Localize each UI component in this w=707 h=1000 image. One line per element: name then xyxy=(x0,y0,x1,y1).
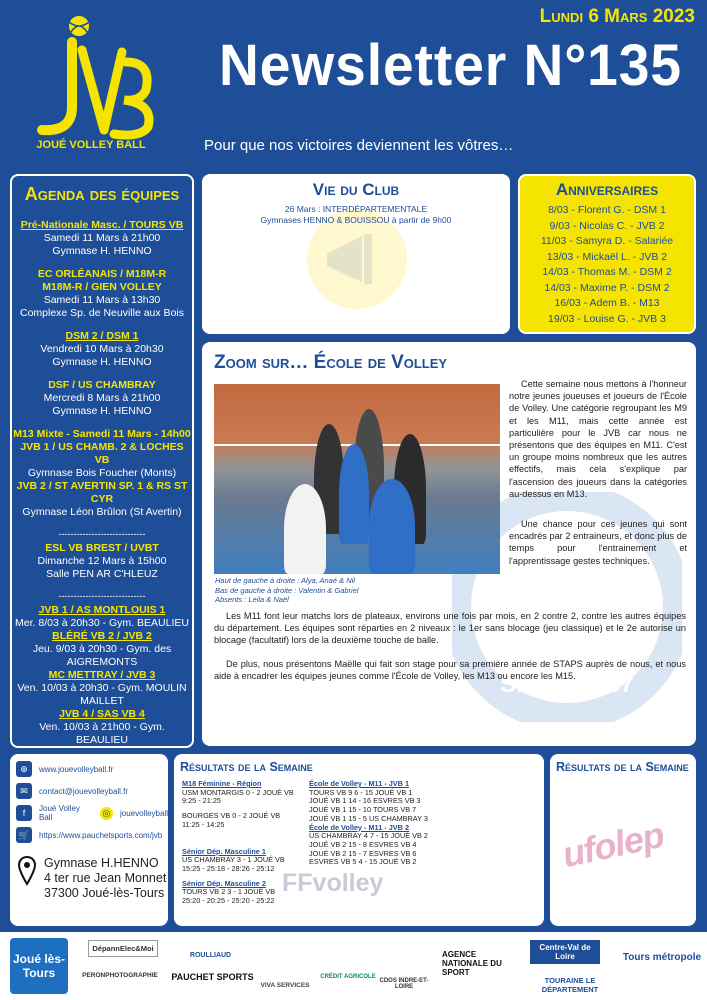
agenda-title: Agenda des équipes xyxy=(24,184,180,204)
email-text: contact@jouevolleyball.fr xyxy=(39,786,129,796)
result-line: US CHAMBRAY 3 - 1 JOUÉ VB xyxy=(182,855,285,865)
birthday-item: 11/03 - Samyra D. - Salariée xyxy=(540,235,674,247)
agenda-panel xyxy=(10,174,194,748)
sponsor-logo: AGENCE NATIONALE DU SPORT xyxy=(442,950,502,977)
agenda-teams: JVB 1 / US CHAMB. 2 & LOCHES VB xyxy=(20,441,184,466)
result-line: JOUÉ VB 1 15 - 10 TOURS VB 7 xyxy=(309,805,417,815)
facebook-icon: f xyxy=(16,805,32,821)
paragraph: Une chance pour ces jeunes qui sont encadrés par 2 entraineurs, et donc plus de temps pour l'entrainement et l'apprentissage gestes techniques. xyxy=(509,519,687,566)
caption-line: Bas de gauche à droite : Valentin & Gabriel xyxy=(215,585,359,595)
anniversaires-panel xyxy=(518,174,696,334)
tagline: Pour que nos victoires deviennent les vôtres… xyxy=(204,137,514,154)
zoom-panel xyxy=(202,342,696,746)
zoom-body-text xyxy=(214,610,686,693)
birthday-item: 13/03 - Mickaël L. - JVB 2 xyxy=(546,250,668,263)
agenda-datetime: Samedi 11 Mars à 21h00 xyxy=(43,232,161,244)
agenda-event xyxy=(12,542,192,581)
address-line: 4 ter rue Jean Monnet xyxy=(44,871,167,885)
issue-date: Lundi 6 Mars 2023 xyxy=(539,6,695,27)
newsletter-title: Newsletter N°135 xyxy=(219,33,682,98)
result-line: 15:25 - 25:18 - 28:26 - 25:12 xyxy=(182,863,275,873)
address-line: 37300 Joué-lès-Tours xyxy=(44,886,165,900)
instagram-text: jouevolleyball xyxy=(119,808,168,818)
club-name: JOUÉ VOLLEY BALL xyxy=(36,139,146,151)
agenda-teams: JVB 4 / SAS VB 4 xyxy=(59,708,145,720)
paragraph: Cette semaine nous mettons à l'honneur notre jeunes joueuses et joueurs de l'École de Volley. Une catégorie regroupant les M9 et les M11, mais cette année est particulière pour le JVB car nous ne présentons que des équipes en M11. C'est un groupe moins nombreux que les autres effectifs, mais cela s'explique par l'ascension des joueurs dans la catégories au-dessus en M13. xyxy=(509,379,687,499)
result-line: BOURGES VB 0 - 2 JOUÉ VB xyxy=(182,811,281,821)
birthday-item: 14/03 - Thomas M. - DSM 2 xyxy=(542,266,672,278)
caption-line: Haut de gauche à droite : Alya, Anaé & Nil xyxy=(215,576,355,585)
divider: ----------------------------- xyxy=(58,591,146,601)
agenda-venue: Gymnase H. HENNO xyxy=(52,245,152,257)
agenda-venue: Gymnase H. HENNO xyxy=(52,405,152,417)
agenda-event xyxy=(12,330,192,369)
birthday-item: 9/03 - Nicolas C. - JVB 2 xyxy=(549,219,665,232)
resultats-title: Résultats de la Semaine xyxy=(556,760,689,774)
sponsor-logo: ROULLIAUD xyxy=(189,952,232,959)
agenda-datetime: Samedi 11 Mars à 13h30 xyxy=(43,294,161,306)
paragraph: De plus, nous présentons Maëlle qui fait son stage pour sa première année de STAPS auprès de nous, et nous aide à encadrer les équipes jeunes comme l'École de Volley, les M13 ou encore les M15. xyxy=(214,658,686,681)
results-column xyxy=(309,780,444,867)
team-photo xyxy=(214,384,500,574)
agenda-event xyxy=(12,219,192,258)
caption-line: Absents : Leila & Naël xyxy=(215,595,289,604)
agenda-teams: DSM 2 / DSM 1 xyxy=(65,330,139,342)
agenda-teams: DSF / US CHAMBRAY xyxy=(48,379,156,391)
agenda-venue: Complexe Sp. de Neuville aux Bois xyxy=(19,307,184,319)
sponsors-bar xyxy=(0,932,707,1000)
sponsor-logo: CDOS INDRE-ET-LOIRE xyxy=(379,978,429,990)
ffvolley-logo: FFvolley xyxy=(282,869,384,897)
resultats-title: Résultats de la Semaine xyxy=(180,760,313,774)
agenda-teams: M13 Mixte - Samedi 11 Mars - 14h00 xyxy=(13,428,191,440)
mail-icon: ✉ xyxy=(16,783,32,799)
result-line: JOUÉ VB 2 15 - 8 ESVRES VB 4 xyxy=(309,839,417,849)
anniversaires-title: Anniversaires xyxy=(555,180,659,199)
resultats-panel xyxy=(174,754,544,926)
agenda-datetime: Vendredi 10 Mars à 20h30 xyxy=(40,343,164,355)
result-line: JOUÉ VB 1 14 - 16 ESVRES VB 3 xyxy=(309,796,421,806)
agenda-datetime: Ven. 10/03 à 20h30 - Gym. MOULIN MAILLET xyxy=(17,682,187,707)
birthday-item: 14/03 - Maxime P. - DSM 2 xyxy=(544,281,670,294)
agenda-datetime: Mercredi 8 Mars à 21h00 xyxy=(43,392,161,404)
resultats-panel-2 xyxy=(550,754,696,926)
shop-link[interactable] xyxy=(16,826,168,844)
sponsor-logo: PAUCHET SPORTS xyxy=(171,972,254,982)
results-heading: M18 Féminine - Région xyxy=(182,779,262,788)
agenda-venue: Gymnase Bois Foucher (Monts) xyxy=(27,467,177,479)
agenda-teams: M18M-R / GIEN VOLLEY xyxy=(42,281,162,293)
results-column xyxy=(182,780,307,906)
result-line: 11:25 - 14:25 xyxy=(182,819,225,829)
watermark-text: SINCE 1987 xyxy=(500,671,634,698)
sponsor-logo: CRÉDIT AGRICOLE xyxy=(320,974,376,980)
sponsor-logo: PERONPHOTOGRAPHIE xyxy=(82,972,158,979)
birthday-item: 8/03 - Florent G. - DSM 1 xyxy=(548,204,666,216)
location-pin-icon xyxy=(18,856,36,886)
agenda-venue: Gymnase H. HENNO xyxy=(52,356,152,368)
contact-panel xyxy=(10,754,168,926)
result-line: TOURS VB 9 6 - 15 JOUÉ VB 1 xyxy=(309,787,413,797)
result-line: USM MONTARGIS 0 - 2 JOUÉ VB xyxy=(182,787,294,797)
agenda-teams: JVB 1 / AS MONTLOUIS 1 xyxy=(38,604,166,616)
website-link[interactable] xyxy=(16,760,168,778)
divider: ----------------------------- xyxy=(58,529,146,539)
vie-title: Vie du Club xyxy=(312,180,400,199)
photo-caption xyxy=(215,576,505,605)
agenda-event xyxy=(12,379,192,418)
agenda-teams: EC ORLÉANAIS / M18M-R xyxy=(37,268,167,280)
agenda-event xyxy=(12,604,192,747)
agenda-venue: Gymnase Léon Brûlon (St Avertin) xyxy=(22,506,182,518)
email-link[interactable] xyxy=(16,782,168,800)
social-links[interactable] xyxy=(16,804,168,822)
address-line: Gymnase H.HENNO xyxy=(44,856,159,870)
ufolep-logo: ufolep xyxy=(558,813,668,876)
results-heading: École de Volley - M11 - JVB 2 xyxy=(309,822,410,832)
agenda-event xyxy=(12,268,192,320)
facebook-text: Joué Volley Ball xyxy=(39,804,80,822)
agenda-venue: Salle PEN AR C'HLEUZ xyxy=(46,568,158,580)
zoom-side-text xyxy=(509,378,687,578)
result-line: 9:25 - 21:25 xyxy=(182,796,221,806)
agenda-event xyxy=(12,428,192,519)
paragraph: Les M11 font leur matchs lors de plateaux, environs une fois par mois, en 2 contre 2, contre les autres équipes du département. Les équipes sont réparties en 2 niveaux : le 1er sans blocage (jeu classique) et le 2e autorise un blocage (facultatif) lors de la deuxième touche de balle. xyxy=(214,611,686,646)
agenda-teams: BLÉRÉ VB 2 / JVB 2 xyxy=(52,630,152,642)
agenda-teams: ESL VB BREST / UVBT xyxy=(45,542,159,554)
sponsor-logo: Joué lès-Tours xyxy=(10,938,68,994)
agenda-datetime: Dimanche 12 Mars à 15h00 xyxy=(37,555,167,567)
address xyxy=(18,856,168,901)
results-heading: Sénior Dép. Masculine 2 xyxy=(182,878,266,888)
vie-du-club-panel xyxy=(202,174,510,334)
result-line: JOUÉ VB 2 15 - 7 ESVRES VB 6 xyxy=(309,848,417,858)
zoom-title: Zoom sur… École de Volley xyxy=(214,352,448,373)
cart-icon: 🛒 xyxy=(16,827,32,843)
website-text: www.jouevolleyball.fr xyxy=(39,764,114,774)
agenda-teams: MC METTRAY / JVB 3 xyxy=(48,669,156,681)
agenda-teams: JVB 2 / ST AVERTIN SP. 1 & RS ST CYR xyxy=(16,480,188,505)
birthday-item: 16/03 - Adem B. - M13 xyxy=(554,297,660,309)
instagram-icon: ◎ xyxy=(100,807,113,820)
result-line: 25:20 - 20:25 - 25:20 - 25:22 xyxy=(182,896,275,906)
agenda-datetime: Mer. 8/03 à 20h30 - Gym. BEAULIEU xyxy=(15,617,189,629)
sponsor-logo: TOURAINE LE DÉPARTEMENT xyxy=(541,976,599,994)
sponsor-logo: VIVA SERVICES xyxy=(260,982,310,989)
shop-text: https://www.pauchetsports.com/jvb xyxy=(39,830,163,840)
results-heading: École de Volley - M11 - JVB 1 xyxy=(309,779,410,788)
sponsor-logo: Tours métropole xyxy=(622,952,702,963)
sponsor-logo: DépannElec&Moi xyxy=(88,940,158,957)
agenda-teams: Pré-Nationale Masc. / TOURS VB xyxy=(20,219,184,231)
result-line: TOURS VB 2 3 - 1 JOUÉ VB xyxy=(182,887,276,897)
vie-venue: Gymnases HENNO & BOUISSOU à partir de 9h00 xyxy=(260,215,452,225)
agenda-datetime: Ven. 10/03 à 21h00 - Gym. BEAULIEU xyxy=(39,721,165,746)
globe-icon: ⊕ xyxy=(16,761,32,777)
vie-event: 26 Mars : INTERDÉPARTEMENTALE xyxy=(284,204,428,214)
result-line: ESVRES VB 5 4 - 15 JOUÉ VB 2 xyxy=(309,857,417,867)
result-line: US CHAMBRAY 4 7 - 15 JOUÉ VB 2 xyxy=(309,831,428,841)
results-heading: Sénior Dép. Masculine 1 xyxy=(182,846,266,856)
sponsor-logo: Centre-Val de Loire xyxy=(530,940,600,964)
birthday-item: 19/03 - Louise G. - JVB 3 xyxy=(548,312,666,325)
result-line: JOUÉ VB 1 15 - 5 US CHAMBRAY 3 xyxy=(309,813,428,823)
agenda-datetime: Jeu. 9/03 à 20h30 - Gym. des AIGREMONTS xyxy=(32,643,172,668)
